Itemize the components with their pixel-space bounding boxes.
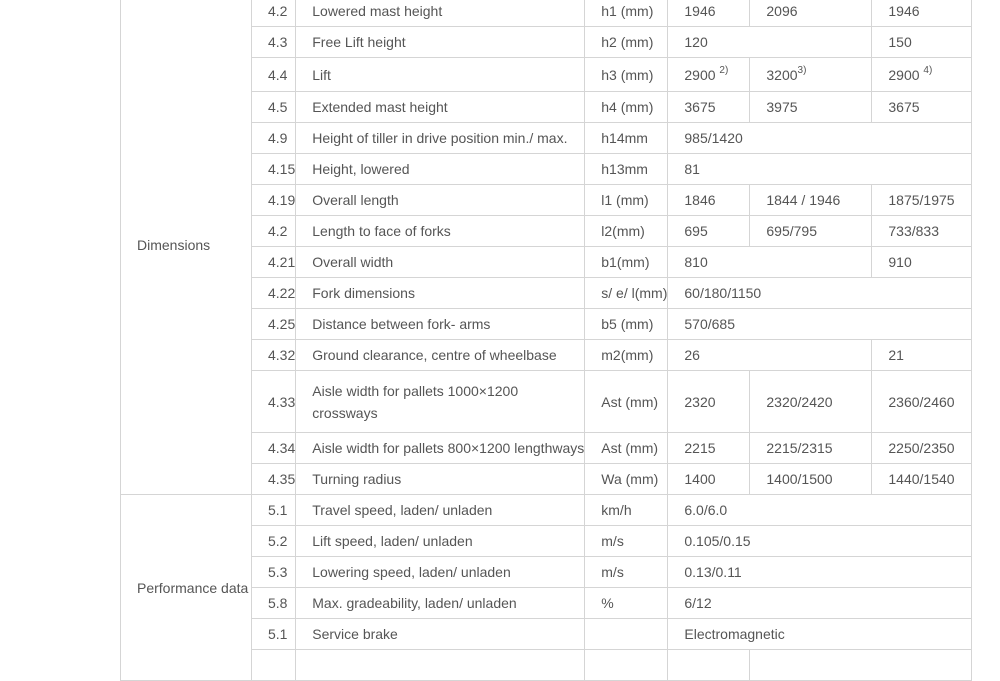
row-number: 4.21 [252,247,296,278]
value-cell: 0.13/0.11 [668,557,972,588]
value-cell: 3675 [668,92,750,123]
row-number: 4.25 [252,309,296,340]
value-cell: 695 [668,216,750,247]
value-cell: Electromagnetic [668,619,972,650]
footnote-marker: 4) [923,64,933,76]
table-row [121,495,972,526]
value-cell: 910 [872,247,972,278]
group-label-performance: Performance data [121,495,252,681]
parameter-label: Travel speed, laden/ unladen [296,495,585,526]
parameter-label: Free Lift height [296,27,585,58]
unit-label: b5 (mm) [585,309,668,340]
parameter-label: Max. gradeability, laden/ unladen [296,588,585,619]
row-number: 4.32 [252,340,296,371]
unit-label: s/ e/ l(mm) [585,278,668,309]
value-cell: 1846 [668,185,750,216]
value-cell: 26 [668,340,872,371]
table-row [121,0,972,27]
value-cell: 60/180/1150 [668,278,972,309]
value-text: 2900 [888,66,920,83]
value-cell: 1844 / 1946 [750,185,872,216]
unit-label: l1 (mm) [585,185,668,216]
value-cell: 2250/2350 [872,433,972,464]
value-cell: 2215 [668,433,750,464]
value-cell: 0.105/0.15 [668,526,972,557]
unit-label: km/h [585,495,668,526]
value-cell: 570/685 [668,309,972,340]
value-cell: 985/1420 [668,123,972,154]
value-text: 3200 [766,66,798,83]
parameter-label: Ground clearance, centre of wheelbase [296,340,585,371]
row-number: 5.1 [252,619,296,650]
unit-label: Wa (mm) [585,464,668,495]
value-cell: 2215/2315 [750,433,872,464]
value-cell: 1440/1540 [872,464,972,495]
value-cell: 21 [872,340,972,371]
parameter-label: Aisle width for pallets 1000×1200 crossways [296,371,585,433]
parameter-label: Height, lowered [296,154,585,185]
footnote-marker: 3) [797,64,807,76]
parameter-label: Height of tiller in drive position min./ max. [296,123,585,154]
value-cell: 81 [668,154,972,185]
row-number: 4.2 [252,216,296,247]
value-cell [668,58,750,92]
parameter-label: Fork dimensions [296,278,585,309]
group-cell [252,650,296,681]
value-cell: 2320 [668,371,750,433]
unit-label: % [585,588,668,619]
unit-label: Ast (mm) [585,371,668,433]
row-number: 4.15 [252,154,296,185]
unit-label: Ast (mm) [585,433,668,464]
unit-label: l2(mm) [585,216,668,247]
row-number: 4.5 [252,92,296,123]
row-number: 4.22 [252,278,296,309]
row-number: 4.9 [252,123,296,154]
value-cell: 695/795 [750,216,872,247]
row-number: 4.3 [252,27,296,58]
parameter-label: Lowering speed, laden/ unladen [296,557,585,588]
parameter-label: Aisle width for pallets 800×1200 lengthways [296,433,585,464]
value-cell: 150 [872,27,972,58]
unit-label: h13mm [585,154,668,185]
value-text: 2900 [684,66,716,83]
unit-label: h2 (mm) [585,27,668,58]
unit-label: b1(mm) [585,247,668,278]
footnote-marker: 2) [719,64,729,76]
value-cell: 2360/2460 [872,371,972,433]
value-cell: 733/833 [872,216,972,247]
row-number: 4.19 [252,185,296,216]
parameter-label: Overall width [296,247,585,278]
row-number: 4.34 [252,433,296,464]
value-cell: 810 [668,247,872,278]
value-cell: 2320/2420 [750,371,872,433]
value-cell: 3675 [872,92,972,123]
row-number [296,650,585,681]
parameter-label: Service brake [296,619,585,650]
value-cell: 2096 [750,0,872,27]
value-cell: 1946 [872,0,972,27]
value-cell: 1875/1975 [872,185,972,216]
unit-label: h14mm [585,123,668,154]
parameter-label: Turning radius [296,464,585,495]
unit-label: h4 (mm) [585,92,668,123]
unit-label: h3 (mm) [585,58,668,92]
value-cell: 1400/1500 [750,464,872,495]
row-number: 5.2 [252,526,296,557]
value-cell: 1946 [668,0,750,27]
value-cell [872,58,972,92]
value-cell: 120 [668,27,872,58]
spec-table [120,0,972,681]
parameter-label: Distance between fork- arms [296,309,585,340]
parameter-label: Extended mast height [296,92,585,123]
value-cell: 6.0/6.0 [668,495,972,526]
unit-label [668,650,750,681]
parameter-label: Lift speed, laden/ unladen [296,526,585,557]
row-number: 5.8 [252,588,296,619]
unit-label: h1 (mm) [585,0,668,27]
unit-label [585,619,668,650]
unit-label: m/s [585,526,668,557]
value-cell [750,58,872,92]
value-cell: 3975 [750,92,872,123]
parameter-label [585,650,668,681]
row-number: 4.33 [252,371,296,433]
row-number: 4.2 [252,0,296,27]
row-number: 4.35 [252,464,296,495]
value-cell [750,650,972,681]
unit-label: m/s [585,557,668,588]
row-number: 5.1 [252,495,296,526]
unit-label: m2(mm) [585,340,668,371]
value-cell: 6/12 [668,588,972,619]
group-label-dimensions: Dimensions [121,0,252,495]
parameter-label: Lowered mast height [296,0,585,27]
parameter-label: Length to face of forks [296,216,585,247]
row-number: 5.3 [252,557,296,588]
row-number: 4.4 [252,58,296,92]
parameter-label: Overall length [296,185,585,216]
parameter-label: Lift [296,58,585,92]
value-cell: 1400 [668,464,750,495]
